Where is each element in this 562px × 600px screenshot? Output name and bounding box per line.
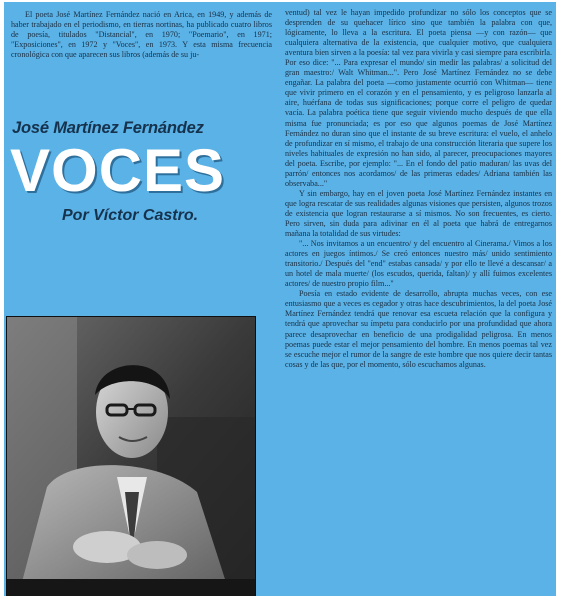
paragraph: Poesía en estado evidente de desarrollo, abrupta muchas veces, con ese entusiasmo que a veces es cegador y otras hace descubrimientos, la del poeta José Martínez Fernández tendrá que renovar esa escueta relación que la configura y tendrá que aprovechar su ímpetu para conducirlo por una profundidad que ahora parece desaprovechar en beneficio de una prodigalidad peligrosa. En menos poemas puede estar el mejor pensamiento del hombre. En menos poemas tal vez se escuche mejor el rumor de la sangre de este hombre que nos quiere decir tantas cosas y de las que, por el momento, sólo escuchamos algunas. [285,289,552,369]
paragraph: ventud) tal vez le hayan impedido profundizar no sólo los conceptos que se desprenden de su quehacer lírico sino que también la palabra con que, lógicamente, lo lleva a la escritura. El poeta piensa —y con razón— que cualquiera alternativa de la existencia, que cualquier motivo, que cualquiera aventura bien sirven a la poesía: tal vez para vivirla y casi siempre para escribirla. Por eso dice: "... Para expresar el mundo/ sin medir las palabras/ a solicitud del gran maestro:/ Walt Whitman...". Pero José Martínez Fernández no se debe engañar. La palabra del poeta —como justamente ocurrió con Whitman— tiene que vivir primero en el corazón y en el pensamiento, y es peligroso lanzarla al aire, huérfana de todas sus significaciones; porque corre el peligro de quedar vacía. La palabra poética tiene que seguir viviendo mucho después de que ella misma fue pronunciada; es por eso que algunos poemas de José Martínez Fernández no duran sino que el instante de su breve escritura: el vuelo, el anhelo de profundizar en sí mismo, el trabajo de una construcción literaria que supere los niveles habituales de expresión no han sido, al parecer, preocupaciones mayores del poeta. Escribe, por ejemplo: "... En el fondo del patio maduran/ las uvas del parrón/ entonces nos acordamos/ de las primeras edades/ Adriana también las observaba..." [285,8,552,188]
author-heading: José Martínez Fernández [12,119,204,137]
byline: Por Víctor Castro. [62,207,199,224]
poem-quote: "... Nos invitamos a un encuentro/ y del encuentro al Cinerama./ Vimos a los actores en juegos íntimos./ Se creó entonces nuestro más/ unido sentimiento transitorio./ Después del "end" estabas cansada/ y por ello te llevé a descansar/ a un hotel de mala muerte/ (los escudos, querida, faltan)/ y allí fuimos excelentes actores/ de nuestro propio film..." [285,239,552,289]
portrait-image [7,317,255,596]
paragraph: Y sin embargo, hay en el joven poeta José Martínez Fernández instantes en que logra rescatar de sus realidades algunas visiones que persisten, algunos trozos de existencia que logran restaurarse a sí mismos. No son frecuentes, es cierto. Pero sirven, sin duda para adivinar en él al poeta que habrá de entregarnos mañana la totalidad de sus virtudes: [285,188,552,239]
intro-column [11,10,272,60]
intro-paragraph: El poeta José Martínez Fernández nació en Arica, en 1949, y además de haber trabajado en el periodismo, en tierras nortinas, ha publicado cuatro libros de poesía, titulados "Distancial", en 1970; "Poemario", en 1971; "Exposiciones", en 1972 y "Voces", en 1973. Y esta misma frecuencia cronológica con que aparecen sus libros (además de su ju- [11,10,272,60]
magazine-page [4,2,556,596]
author-photo [6,316,256,596]
main-column [285,8,552,370]
article-title: VOCES [10,137,226,204]
